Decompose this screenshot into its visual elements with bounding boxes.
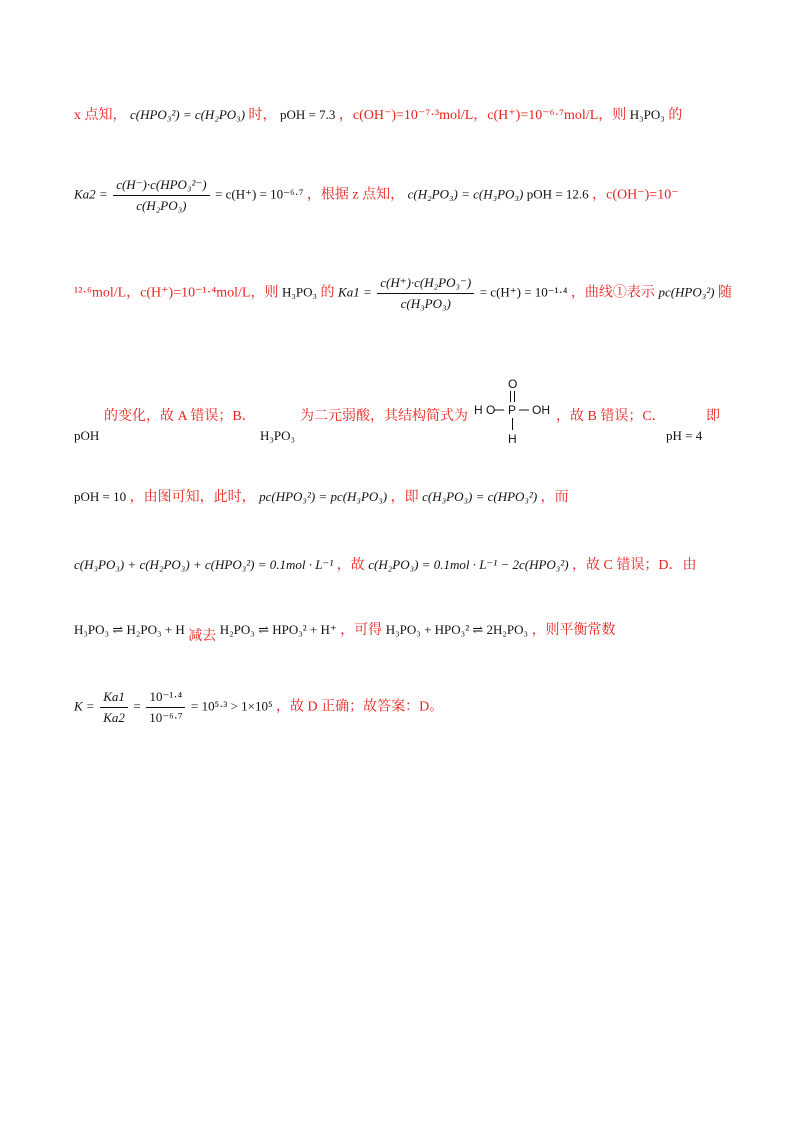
math-equilibrium-3: H₃PO₃ + HPO₃² ⇌ 2H₂PO₃ [385,622,529,637]
math-k-equals: = [133,698,141,714]
text-x-point: x 点知， [74,108,127,123]
text-line-8 [74,688,734,727]
math-ka1-label: Ka1 = [338,284,372,300]
math-equilibrium-2: H₂PO₃ ⇌ HPO₃² + H⁺ [219,622,337,637]
math-k-denominator-2: 10⁻⁶·⁷ [149,710,183,725]
math-c-equality: c(H₃PO₃) = c(HPO₃²) [422,489,538,504]
math-h3po3-1: H₃PO₃ [629,107,665,122]
math-k-value: = 10⁵·³ > 1×10⁵ [190,698,273,714]
math-ph-4: pH = 4 [666,428,703,443]
math-ka2-fraction [113,176,209,215]
math-ka2-numerator: c(H⁻)·c(HPO₃²⁻) [113,176,209,196]
text-concentrations-1: ，c(OH⁻)=10⁻⁷·³mol/L，c(H⁺)=10⁻⁶·⁷mol/L，则 [338,108,627,123]
text-c-wrong: ，故 C 错误；D．由 [572,558,697,573]
math-poh-7-3: pOH = 7.3 [280,107,336,122]
math-poh-label: pOH [74,428,100,443]
math-poh-10: pOH = 10 [74,489,127,504]
text-equilibrium-constant: ，则平衡常数 [531,623,616,638]
text-line-7 [74,620,734,644]
structure-svg [474,376,552,448]
structure-formula-h3po3 [474,376,552,448]
math-ka1-numerator: c(H⁺)·c(H₂PO₃⁻) [377,274,474,294]
text-d-correct-answer: ，故 D 正确；故答案：D。 [276,699,444,715]
text-obtain: ，可得 [340,623,383,638]
text-line-3 [74,274,734,313]
text-z-point: ，根据 z 点知， [306,187,405,203]
text-of-2: 的 [320,285,335,301]
math-k-fraction-1 [100,688,128,727]
structure-h: H [508,432,517,446]
text-line-2 [74,176,734,215]
structure-o-top: O [508,377,518,391]
text-curve-1: ，曲线①表示 [570,285,655,301]
text-subtract: 减去 [188,629,217,644]
text-change-a-wrong: 的变化，故 A 错误；B． [104,409,256,424]
math-ka2-label: Ka2 = [74,186,108,202]
math-h3po3-2: H₃PO₃ [281,284,318,300]
text-with: 随 [718,285,732,301]
math-ka1-fraction [377,274,474,313]
text-concentrations-2: ¹²·⁶mol/L，c(H⁺)=10⁻¹·⁴mol/L，则 [74,285,279,301]
math-pc-equality: pc(HPO₃²) = pc(H₃PO₃) [259,489,388,504]
text-line-5 [74,487,734,508]
math-ka2-value: = c(H⁺) = 10⁻⁶·⁷ [215,186,304,202]
math-k-label: K = [74,698,95,714]
math-k-denominator-1: Ka2 [103,710,125,725]
math-pc-hpo3: pc(HPO₃²) [658,284,715,300]
math-k-numerator-1: Ka1 [100,688,128,708]
math-h2po3-eq-h3po3: c(H₂PO₃) = c(H₃PO₃) [407,186,524,202]
text-namely: 即 [706,409,720,424]
math-k-numerator-2: 10⁻¹·⁴ [146,688,185,708]
text-ie: ，即 [390,490,419,505]
math-h3po3-3: H₃PO₃ [260,428,296,443]
math-ka1-value: = c(H⁺) = 10⁻¹·⁴ [479,284,568,300]
text-oh-conc-start: ，c(OH⁻)=10⁻ [592,187,679,203]
text-b-wrong: ，故 B 错误；C． [556,409,666,424]
math-hpo3-eq-h2po3: c(HPO₃²) = c(H₂PO₃) [130,107,246,122]
text-line-6 [74,555,734,576]
structure-oh: OH [532,403,550,417]
math-ka1-denominator: c(H₃PO₃) [400,296,451,311]
math-poh-12-6: pOH = 12.6 [526,186,589,202]
structure-ho: H O [474,403,496,417]
text-when: 时， [248,108,277,123]
math-mass-balance: c(H₃PO₃) + c(H₂PO₃) + c(HPO₃²) = 0.1mol · L⁻¹ [74,557,334,572]
text-of-1: 的 [668,108,683,123]
text-from-figure: ，由图可知，此时， [129,490,256,505]
structure-p: P [508,403,517,417]
math-k-fraction-2 [146,688,185,727]
math-equilibrium-1: H₃PO₃ ⇌ H₂PO₃ + H [74,622,185,637]
math-h2po3-expression: c(H₂PO₃) = 0.1mol · L⁻¹ − 2c(HPO₃²) [368,557,569,572]
text-therefore: ，故 [336,558,365,573]
text-line-1 [74,105,734,126]
text-diprotic-acid: 为二元弱酸，其结构简式为 [300,409,468,424]
math-ka2-denominator: c(H₂PO₃) [136,198,187,213]
text-and: ，而 [540,490,569,505]
